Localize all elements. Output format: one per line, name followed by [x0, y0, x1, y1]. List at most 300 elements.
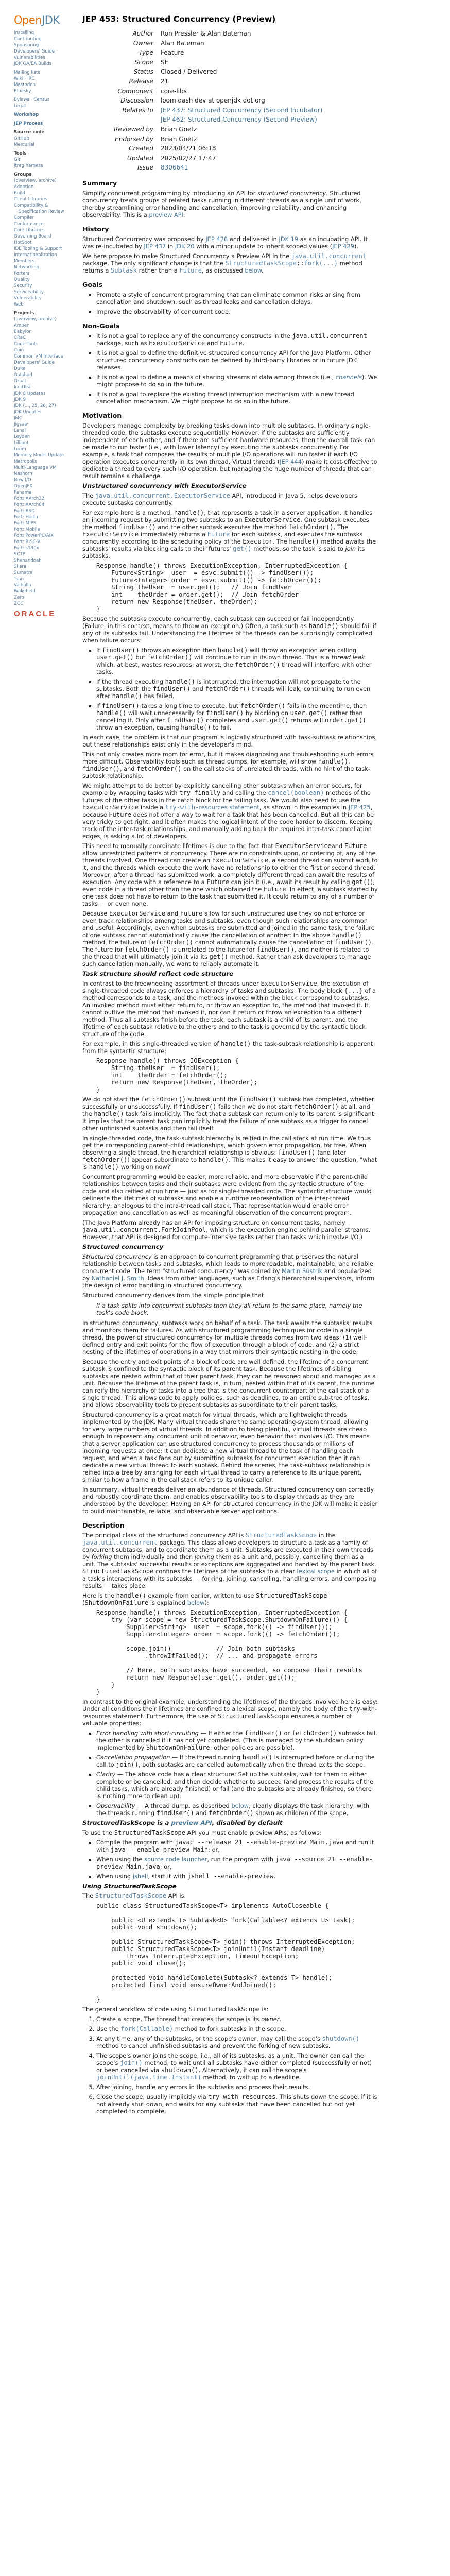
sidebar-link[interactable]: SCTP — [14, 552, 25, 557]
text-run: ; other policies are possible). — [210, 1743, 295, 1751]
text-run: is interrupted, the interruption will not propagate to the subtasks. Both the — [96, 677, 361, 692]
text-run: by blocking on — [244, 709, 290, 717]
sidebar-link[interactable]: Bylaws · Census — [14, 97, 50, 103]
inline-code: ExecutorService — [109, 909, 166, 917]
text-run: and the other subtask executes the method — [155, 523, 289, 531]
metadata-row — [82, 125, 322, 134]
text-run: , start it with — [148, 1872, 187, 1880]
list-item — [96, 678, 378, 700]
sidebar-link[interactable]: Port: RISC-V — [14, 539, 41, 545]
text-run: ensures a number of valuable properties: — [82, 1712, 352, 1727]
sidebar-link[interactable]: Port: PowerPC/AIX — [14, 533, 54, 538]
inline-code: user.get() — [251, 716, 289, 724]
text-run: At any time, any of the subtasks, or the scope's owner, may call the scope's — [96, 2035, 322, 2042]
text-run: For example, in this single-threaded version of — [82, 1040, 221, 1047]
text-run: threads will leak, continuing to run even after — [96, 685, 371, 700]
inline-code: Future — [180, 909, 203, 917]
sidebar-link[interactable]: Common VM Interface — [14, 354, 63, 359]
inline-link[interactable]: JEP 444 — [280, 457, 302, 465]
sidebar-link[interactable]: Mercurial — [14, 142, 34, 147]
sidebar-link[interactable]: JDK Updates — [14, 410, 42, 415]
sidebar-heading-workshop[interactable]: Workshop — [14, 112, 39, 117]
text-run: them as a unit and, possibly, cancelling them as a unit. The subtasks' successful results or exceptions are aggregated and handled by the parent task. — [82, 1553, 376, 1568]
metadata-row — [82, 87, 322, 96]
inline-link[interactable]: JDK 20 — [175, 242, 195, 250]
list-item — [96, 349, 378, 371]
inline-link[interactable]: JDK 19 — [279, 235, 299, 243]
text-run: — The above code has a clear structure: Set up the subtasks, wait for them to either complete or be cancelled, and then decide whether to succeed (and process the results of the child tasks, which are already finished) or fail (and the subtasks are already finished, so there is nothing more to clean up). — [96, 1770, 374, 1800]
sidebar-link[interactable]: Sumatra — [14, 570, 33, 575]
sidebar-link[interactable]: Wiki · IRC — [14, 76, 35, 81]
paragraph — [82, 235, 378, 250]
text-run: — A thread dump, as described — [135, 1802, 232, 1809]
paragraph — [82, 1358, 378, 1409]
inline-code: ExecutorService — [82, 803, 139, 811]
inline-code: join() — [120, 2059, 143, 2066]
text-run: package, such as — [96, 339, 149, 347]
metadata-label: Author — [132, 30, 153, 37]
inline-code: handle() — [242, 1753, 273, 1761]
text-run: package. This class allows developers to structure a task as a family of concurrent subtasks, and to coordinate them as a unit. Subtasks are executed in their own threads by — [82, 1538, 373, 1561]
text-run: to fail. — [211, 723, 232, 731]
inline-link[interactable]: preview API — [171, 1819, 212, 1826]
inline-code: {...} — [344, 987, 363, 994]
inline-code: StructuredTaskScope — [114, 1828, 186, 1836]
inline-link[interactable]: preview API — [149, 211, 183, 218]
emphasis: structured concurrency — [257, 189, 326, 197]
metadata-row — [82, 96, 322, 106]
code-link[interactable] — [207, 531, 230, 538]
sidebar-link[interactable]: Port: s390x — [14, 546, 39, 551]
bullet-list — [82, 647, 378, 731]
metadata-value — [161, 29, 322, 39]
sidebar-link[interactable]: JDK 8 Updates — [14, 391, 46, 396]
metadata-text: 21 — [161, 77, 169, 85]
inline-code: fork(...) — [304, 259, 338, 267]
inline-code: handle() — [165, 677, 195, 685]
text-run: . In effect, a subtask started by one task does not have to return to the task that submitted it. It could return to any of a number of tasks — or even none. — [82, 885, 378, 907]
inline-code: findUser() — [156, 1809, 194, 1817]
inline-link[interactable]: lexical scope — [297, 1567, 335, 1575]
paragraph — [82, 980, 378, 1038]
sidebar-link[interactable]: Conformance — [14, 222, 44, 227]
sidebar-nav — [14, 13, 68, 617]
metadata-text: 2023/04/21 06:18 — [161, 145, 216, 152]
inline-code: ShutdownOnFailure — [84, 1599, 149, 1606]
sidebar-link[interactable]: JMC — [14, 416, 22, 421]
code-link[interactable] — [233, 545, 251, 552]
sidebar-link[interactable]: Port: BSD — [14, 509, 35, 514]
metadata-text: Ron Pressler & Alan Bateman — [161, 30, 251, 37]
sidebar-link[interactable]: Shenandoah — [14, 558, 42, 563]
code-link[interactable] — [95, 1892, 166, 1900]
code-link[interactable] — [246, 1532, 317, 1539]
sidebar-link[interactable]: Vulnerability — [14, 296, 42, 301]
code-link[interactable] — [96, 2074, 201, 2081]
sidebar-link[interactable]: CRaC — [14, 335, 26, 341]
text-run: shown as children of the scope. — [253, 1809, 349, 1817]
code-link[interactable] — [179, 267, 202, 274]
sidebar-link[interactable]: Adoption — [14, 184, 34, 190]
paragraph — [82, 1292, 378, 1299]
sidebar-group — [14, 172, 68, 308]
sidebar-link[interactable]: Security — [14, 283, 32, 289]
subsection-heading: Structured concurrency — [82, 1243, 164, 1250]
sidebar-heading-jep-process[interactable]: JEP Process — [14, 121, 43, 126]
sidebar-link[interactable]: Serviceability — [14, 290, 44, 295]
inline-link[interactable]: below — [187, 1599, 205, 1606]
text-run: example from earlier, written to use — [146, 1591, 256, 1599]
sidebar-link[interactable]: Panama — [14, 490, 32, 495]
sidebar-link[interactable]: Nashorn — [14, 471, 32, 477]
text-run: Close the scope, usually implicitly via — [96, 2093, 209, 2100]
sidebar-link[interactable]: Bluesky — [14, 89, 31, 94]
text-run: , a second thread can submit work to it, and the threads which execute the work have no relationship to either the first or second thread. Moreover, after a thread has submitted work, a completely different thread can await the results of execution. Any code with a reference to a — [82, 856, 378, 886]
inline-code: Future — [206, 878, 229, 886]
emphasis: Structured concurrency — [82, 1252, 152, 1260]
text-run: The — [82, 1892, 95, 1900]
sidebar-link[interactable]: Multi-Language VM — [14, 465, 57, 470]
metadata-label: Discussion — [120, 97, 153, 105]
paragraph — [82, 1173, 378, 1216]
code-link[interactable] — [322, 2035, 359, 2042]
inline-code: fetchOrder() — [147, 653, 193, 661]
sidebar-link[interactable]: Build — [14, 191, 25, 196]
inline-code: handle() — [116, 1591, 146, 1599]
text-run: completes and — [204, 716, 251, 724]
list-item — [96, 647, 378, 675]
sidebar-link[interactable]: Port: Mobile — [14, 527, 40, 532]
text-run: takes a long time to execute, but — [139, 702, 240, 709]
code-link[interactable] — [226, 260, 297, 267]
sidebar-link[interactable]: Governing Board — [14, 234, 51, 239]
metadata-value — [161, 96, 322, 106]
sidebar-link[interactable]: (overview, archive) — [14, 178, 57, 183]
sidebar-link[interactable]: Port: MIPS — [14, 521, 37, 526]
sidebar-link[interactable]: Developers' Guide — [14, 360, 55, 365]
sidebar-link[interactable]: Code Tools — [14, 342, 38, 347]
inline-link[interactable]: source code launcher — [144, 1855, 207, 1863]
text-run: , as discussed — [202, 266, 245, 274]
text-run: ), even code in a thread other than the one which obtained the — [82, 878, 375, 893]
sidebar-link[interactable]: Compatibility & Specification Review — [14, 203, 64, 214]
text-run: , as shown in the examples in — [259, 803, 349, 811]
metadata-row — [82, 48, 322, 58]
inline-code: findUser() — [102, 702, 140, 709]
code-link[interactable] — [95, 492, 230, 499]
metadata-link[interactable]: 8306641 — [161, 164, 188, 172]
sidebar-link[interactable]: Port: Haiku — [14, 515, 38, 520]
metadata-row — [82, 154, 322, 163]
text-run: . The — [272, 537, 289, 545]
inline-link[interactable]: JEP 428 — [205, 235, 228, 243]
sidebar-link[interactable]: JDK GA/EA Builds — [14, 61, 52, 66]
sidebar-link[interactable]: Babylon — [14, 329, 32, 334]
paragraph — [82, 751, 378, 779]
text-run: will continue to run in its own thread. This is a — [192, 653, 332, 661]
text-run: , the execution of single-threaded code always enforces a hierarchy of tasks and subtasks. The body block — [82, 979, 369, 994]
text-run: thread will interfere with other tasks. — [96, 660, 372, 675]
paragraph — [82, 1040, 378, 1055]
sidebar-link[interactable]: Coin — [14, 348, 24, 353]
metadata-row — [82, 77, 322, 87]
inline-link[interactable]: Nathaniel J. Smith — [91, 1274, 144, 1282]
code-link[interactable] — [304, 260, 338, 267]
text-run: allow for such unstructured use they do not enforce or even track relationships among tasks and subtasks, even though such relationships are common and useful. Accordingly, even when subtasks are submitted and joined in the same task, the failure of one subtask cannot automatically cause the cancellation of another: In the above — [82, 909, 375, 939]
inline-code: handle() — [174, 509, 204, 516]
sidebar-link[interactable]: Mailing lists — [14, 70, 40, 75]
bullet-list — [82, 291, 378, 315]
metadata-text: Closed / Delivered — [161, 68, 217, 76]
inline-code: fetchOrder() — [293, 1103, 339, 1110]
sidebar-link[interactable]: jtreg harness — [14, 163, 43, 168]
text-run: fails in the meantime, then — [285, 702, 367, 709]
metadata-label: Relates to — [122, 106, 153, 114]
code-link[interactable] — [120, 2059, 143, 2066]
text-run: ) make it cost-effective to dedicate a thread to every such I/O operation, but managing the huge number of threads that can result remains a challenge. — [82, 457, 377, 480]
inline-code: jshell --enable-preview — [187, 1872, 274, 1880]
list-item — [96, 308, 378, 315]
inline-code: fetchOrder() — [141, 1095, 186, 1103]
principle-quote: If a task splits into concurrent subtasks then they all return to the same place, namely the task's code block. — [96, 1301, 362, 1316]
text-run: ): — [204, 1599, 209, 1606]
text-run: working on now?" — [118, 1163, 174, 1171]
inline-link[interactable] — [336, 374, 362, 381]
sidebar-link[interactable]: Tsan — [14, 577, 24, 582]
inline-code: handle() — [332, 931, 362, 939]
sidebar-link[interactable]: Client Libraries — [14, 197, 47, 202]
sidebar-link[interactable]: Amber — [14, 323, 29, 328]
code-link[interactable] — [82, 1539, 158, 1546]
sidebar-link[interactable]: Wakefield — [14, 589, 36, 594]
inline-code: StructuredTaskScope — [188, 2005, 260, 2013]
sidebar-link[interactable]: GitHub — [14, 136, 29, 141]
sidebar-link[interactable]: IDE Tooling & Support — [14, 246, 62, 251]
text-run: in — [166, 242, 175, 250]
text-run: in which all of a task's interactions with its subtasks — forking, joining, cancelling, handling errors, and composing results — takes place. — [82, 1567, 377, 1589]
text-run: method to fork subtasks in the scope. — [173, 2025, 286, 2032]
text-run: In contrast to the freewheeling assortment of threads under — [82, 979, 261, 987]
sidebar-link[interactable]: Duke — [14, 366, 26, 371]
sidebar-link[interactable]: Metropolis — [14, 459, 37, 464]
list-item — [96, 2093, 378, 2115]
text-run: If the thread executing — [96, 677, 165, 685]
metadata-text: loom dash dev at openjdk dot org — [161, 97, 265, 105]
sidebar-link[interactable]: Porters — [14, 271, 30, 276]
sidebar-link[interactable]: Leyden — [14, 434, 30, 439]
metadata-row — [82, 29, 322, 39]
inline-code: shutdown() — [322, 2035, 360, 2042]
list-item — [96, 1730, 378, 1751]
inline-code: ExecutorService — [261, 979, 317, 987]
inline-code: order.get() — [324, 716, 367, 724]
paragraph — [82, 190, 378, 218]
text-run: In structured concurrency, subtasks work on behalf of a task. The task awaits the subtasks' results and monitors them for failures. As with structured programming techniques for code in a single thread, the power of structured concurrency for multiple threads comes from two ideas: (1) well-defined entry and exit points for the flow of execution through a block of code, and (2) a strict nesting of the lifetimes of operations in a way that mirrors their syntactic nesting in the code. — [82, 1319, 373, 1355]
sidebar-link[interactable]: Quality — [14, 277, 30, 282]
text-run: The — [82, 492, 95, 499]
text-run: It is not a goal to define a means of sharing streams of data among threads (i.e., — [96, 373, 336, 381]
text-run: , — [348, 757, 350, 765]
sidebar-link[interactable]: Installing — [14, 30, 34, 36]
sidebar-link[interactable]: (overview, archive) — [14, 317, 57, 322]
text-run: them individually and then — [112, 1553, 195, 1561]
inline-code: get() — [209, 953, 229, 960]
inline-code: findUser() — [206, 709, 244, 717]
sidebar-link[interactable]: Git — [14, 157, 21, 162]
emphasis: joining — [194, 1553, 215, 1561]
text-run: We here propose to make Structured Concurrency a Preview API in the — [82, 252, 291, 260]
inline-code: handle() — [198, 1156, 229, 1163]
inline-link[interactable]: below — [245, 266, 262, 274]
sidebar-link[interactable]: Developers' Guide — [14, 49, 55, 54]
text-run: . — [183, 211, 185, 218]
emphasis: join — [345, 545, 356, 552]
sidebar-link[interactable]: Networking — [14, 265, 40, 270]
sidebar-link[interactable]: New I/O — [14, 478, 31, 483]
paragraph — [82, 1829, 378, 1836]
sidebar-link[interactable]: Sponsoring — [14, 43, 39, 48]
inline-link[interactable]: JEP 437 — [144, 242, 166, 250]
subsection-heading: Unstructured concurrency with ExecutorService — [82, 482, 247, 489]
paragraph — [82, 1698, 378, 1727]
openjdk-logo[interactable] — [14, 13, 68, 27]
sidebar-link[interactable]: Skara — [14, 564, 27, 569]
sidebar-group — [14, 150, 68, 169]
paragraph — [82, 252, 378, 274]
sidebar-link[interactable]: Compiler — [14, 215, 34, 221]
metadata-text: Brian Goetz — [161, 125, 197, 133]
text-run: . One subtask executes the method — [82, 516, 369, 531]
text-run: , that represents a task in a server application. It handles an incoming request by submitting two subtasks to an — [82, 509, 373, 523]
text-run: Simplify concurrent programming by introducing an API for — [82, 189, 257, 197]
sidebar-link[interactable]: IcedTea — [14, 385, 31, 390]
sidebar-link[interactable]: Memory Model Update — [14, 453, 64, 458]
text-run: method, the failure of — [82, 938, 148, 946]
inline-link[interactable]: JEP 429 — [332, 242, 354, 250]
logo-open: Open — [14, 14, 42, 26]
sidebar-link[interactable]: Core Libraries — [14, 228, 45, 233]
metadata-link[interactable]: JEP 437: Structured Concurrency (Second Incubator) — [161, 106, 323, 114]
sidebar-link[interactable]: Contributing — [14, 37, 42, 42]
sidebar-link[interactable]: Mastodon — [14, 82, 36, 88]
text-run: Compile the program with — [96, 1838, 175, 1846]
code-link[interactable] — [111, 267, 137, 274]
code-link[interactable] — [291, 252, 367, 260]
metadata-value — [161, 125, 322, 134]
text-run: -with-resources statement. Furthermore, the use of — [82, 1705, 377, 1720]
sidebar-link[interactable]: Galahad — [14, 372, 32, 378]
sidebar-link[interactable]: ZGC — [14, 601, 24, 606]
text-run: methods of the futures of the other tasks in the catch block for the failing task. We would also need to use the — [82, 789, 371, 804]
text-run: Use the — [96, 2025, 121, 2032]
emphasis: forking — [91, 1553, 112, 1561]
list-item — [96, 1839, 378, 1853]
inline-link[interactable]: below — [231, 1802, 249, 1809]
code-link[interactable] — [268, 789, 324, 796]
text-run: and — [165, 909, 180, 917]
inline-code: user.get() — [290, 709, 328, 717]
inline-code: handle() — [318, 757, 349, 765]
sidebar-link[interactable]: Legal — [14, 104, 26, 109]
metadata-link[interactable]: JEP 462: Structured Concurrency (Second Preview) — [161, 116, 317, 124]
text-run: Structured concurrency is a great match for virtual threads, which are lightweight threads implemented by the JDK. Many virtual threads share the same operating-system thread, allowing for very large numbers of virtual threads. In addition to being plentiful, virtual threads are cheap enough to represent any concurrent unit of behavior, even behavior that involves I/O. This means that a server application can use structured concurrency to process thousands or millions of incoming requests at once: It can dedicate a new virtual thread to the task of handling each request, and when a task fans out by submitting subtasks for concurrent execution then it can dedicate a new virtual thread to each subtask. Behind the scenes, the task-subtask relationship is reified into a tree by arranging for each virtual thread to carry a reference to its unique parent, similar to how a frame in the call stack refers to its unique caller. — [82, 1411, 371, 1483]
paragraph — [82, 509, 378, 560]
text-run: method, to wait up to a deadline. — [201, 2073, 301, 2081]
inline-code: findUser() — [238, 1095, 276, 1103]
code-block: Response handle() throws ExecutionException, InterruptedException { Future<String> user = esvc.submit(() -> findUser()); Future<Integer> order = esvc.submit(() -> fetchOrder()); String theUser = user.get(); // Join findUser int theOrder = order.get(); // Join fetchOrder return new Response(theUser, theOrder); } — [96, 562, 348, 613]
list-item — [96, 1856, 378, 1870]
inline-code: fetchOrder() — [291, 1729, 337, 1737]
paragraph — [82, 1592, 378, 1606]
metadata-row — [82, 144, 322, 154]
text-run: package. The only significant change is that the — [82, 259, 226, 267]
code-link[interactable] — [120, 2025, 173, 2032]
metadata-label: Scope — [134, 58, 153, 66]
text-run: If — [96, 646, 102, 654]
list-item — [96, 2052, 378, 2081]
sidebar-link[interactable]: Web — [14, 302, 24, 307]
text-run: , and neither is related to the thread that will ultimately join it via its — [82, 945, 369, 960]
inline-code: StructuredTaskScope — [82, 1567, 154, 1575]
sidebar-link[interactable]: Valhalla — [14, 583, 31, 588]
sidebar-link[interactable]: Port: AArch32 — [14, 496, 45, 501]
text-run: , which is the execution engine behind parallel streams. However, that API is designed for compute-intensive tasks rather than tasks which involve I/O.) — [82, 1226, 371, 1241]
text-run: The principal class of the structured concurrency API is — [82, 1531, 246, 1539]
metadata-value — [161, 58, 322, 67]
sidebar-link[interactable]: HotSpot — [14, 240, 32, 245]
inline-link[interactable]: jshell — [132, 1872, 148, 1880]
text-run: as an incubating API. It was re-incubated by — [82, 235, 368, 250]
text-run: throw an exception, causing — [96, 723, 181, 731]
inline-code: handle() — [112, 692, 142, 700]
sidebar-link[interactable]: Jigsaw — [14, 422, 28, 427]
sidebar-link[interactable]: Vulnerabilities — [14, 55, 45, 60]
sidebar-link[interactable]: Lanai — [14, 428, 26, 433]
inline-link[interactable]: JEP 425 — [348, 803, 371, 811]
sidebar-link[interactable]: Zero — [14, 595, 24, 600]
sidebar-link[interactable]: OpenJFX — [14, 484, 33, 489]
text-run: ; or, — [208, 1845, 220, 1853]
code-link[interactable] — [165, 804, 199, 811]
section-heading: History — [82, 225, 109, 233]
sidebar-link[interactable]: JDK 9 — [14, 397, 26, 402]
sidebar-link[interactable]: JDK (..., 25, 26, 27) — [14, 403, 56, 409]
text-run: at all, and the — [82, 1103, 370, 1117]
text-run: ( — [82, 1599, 85, 1606]
text-run: with a minor update to inherit scoped values ( — [194, 242, 333, 250]
inline-code: fetchOrder() — [125, 945, 170, 953]
inline-link[interactable]: Martin Sústrik — [282, 1267, 323, 1275]
sidebar-link[interactable]: Graal — [14, 379, 26, 384]
sidebar-link[interactable]: Lilliput — [14, 440, 29, 446]
text-run: but — [133, 653, 147, 661]
sidebar-link[interactable]: Port: AArch64 — [14, 502, 45, 507]
list-item — [96, 374, 378, 388]
text-run: Concurrent programming would be easier, more reliable, and more observable if the parent-child relationships between tasks and their subtasks were evident from the syntactic structure of the code and also reified at run time — just as for single-threaded code. The syntactic structure would delineate the lifetimes of subtasks and enable a runtime representation of the inter-thread hierarchy, analogous to the intra-thread call stack. That representation would enable error propagation and cancellation as well as meaningful observation of the concurrent program. — [82, 1173, 372, 1216]
inline-code: joinUntil(java.time.Instant) — [96, 2073, 201, 2081]
text-run: Because the entry and exit points of a block of code are well defined, the lifetime of a concurrent subtask is confined to the syntactic block of its parent task. Because the lifetimes of sibling subtasks are nested within that of their parent task, they can be reasoned about and managed as a unit. Because the lifetime of the parent task is, in turn, nested within that of its parent, the runtime can reify the hierarchy of tasks into a tree that is the concurrent counterpart of the call stack of a single thread. This allows code to apply policies, such as deadlines, to an entire sub-tree of tasks, and allows observability tools to present subtasks as subordinate to their parent tasks. — [82, 1358, 376, 1409]
text-run: After joining, handle any errors in the subtasks and process their results. — [96, 2083, 310, 2091]
jep-metadata-table — [82, 29, 322, 173]
inline-link[interactable]: resources statement — [199, 803, 259, 811]
inline-code: fetchOrder() — [148, 938, 194, 946]
text-run: . The future for — [82, 938, 374, 953]
sidebar-link[interactable]: Members — [14, 259, 34, 264]
oracle-logo[interactable]: ORACLE — [14, 609, 56, 618]
inline-code: fetchOrder() — [209, 1809, 254, 1817]
sidebar-link[interactable]: Loom — [14, 447, 26, 452]
sidebar-link[interactable]: Internationalization — [14, 252, 57, 258]
